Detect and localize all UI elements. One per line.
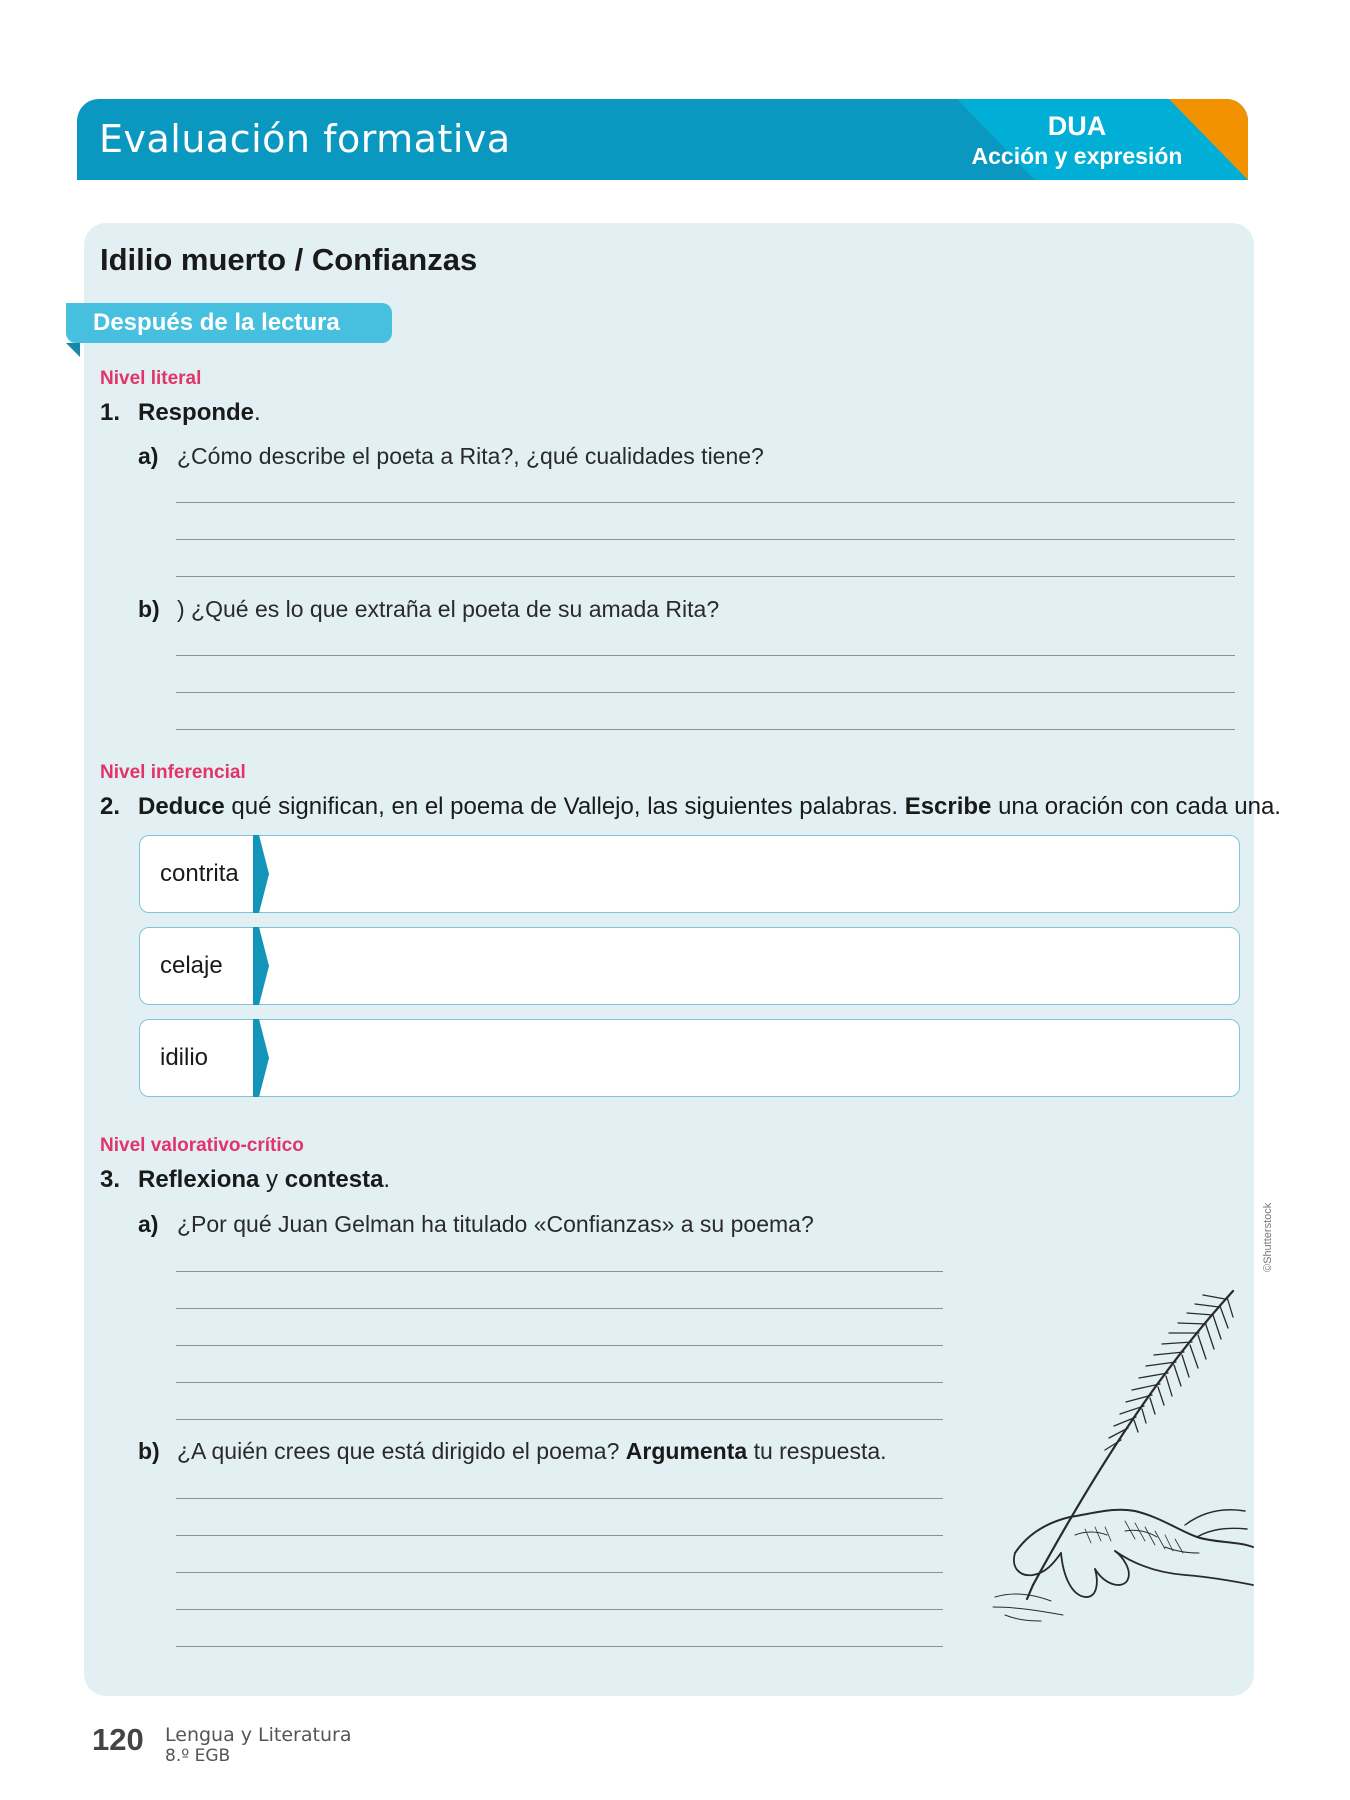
answer-line[interactable] [176, 729, 1235, 730]
question-1-end: . [254, 399, 261, 426]
image-credit: ©Shutterstock [1262, 1202, 1274, 1272]
question-3a [138, 1211, 814, 1238]
vocab-arrow-icon [251, 927, 271, 1005]
answer-line[interactable] [176, 502, 1235, 503]
level-inferencial: Nivel inferencial [100, 762, 246, 783]
dua-badge [877, 99, 1248, 180]
answer-line[interactable] [176, 576, 1235, 577]
answer-line[interactable] [176, 1382, 943, 1383]
question-3b [138, 1438, 887, 1465]
vocab-word: idilio [160, 1044, 209, 1071]
level-valorativo: Nivel valorativo-crítico [100, 1135, 304, 1156]
level-literal: Nivel literal [100, 368, 202, 389]
answer-line[interactable] [176, 1535, 943, 1536]
quill-hand-illustration [975, 1285, 1255, 1630]
question-2 [100, 793, 1281, 821]
question-3b-text-1: ¿A quién crees que está dirigido el poema? [177, 1438, 626, 1464]
dua-title: DUA [1047, 111, 1107, 141]
vocab-box-celaje[interactable] [139, 927, 1240, 1005]
question-3-verb-reflexiona: Reflexiona [138, 1166, 260, 1193]
activity-title: Idilio muerto / Confianzas [100, 242, 478, 277]
question-1 [100, 399, 261, 427]
vocab-box-contrita[interactable] [139, 835, 1240, 913]
question-3b-verb: Argumenta [625, 1438, 748, 1464]
header-banner [77, 99, 1248, 180]
question-1b [138, 596, 719, 623]
page-number: 120 [92, 1722, 144, 1757]
footer-grade: 8.º EGB [165, 1746, 231, 1766]
section-label: Después de la lectura [93, 309, 340, 336]
footer-subject: Lengua y Literatura [165, 1724, 352, 1746]
question-2-verb-deduce: Deduce [138, 793, 225, 820]
vocab-box-idilio[interactable] [139, 1019, 1240, 1097]
question-1b-text: ) ¿Qué es lo que extraña el poeta de su amada Rita? [177, 596, 720, 622]
vocab-arrow-icon [251, 1019, 271, 1097]
question-2-verb-escribe: Escribe [904, 793, 992, 820]
answer-line[interactable] [176, 1419, 943, 1420]
answer-line[interactable] [176, 1572, 943, 1573]
header-title: Evaluación formativa [99, 117, 511, 161]
answer-line[interactable] [176, 1271, 943, 1272]
question-3-mid: y [259, 1166, 285, 1193]
question-2-text-1: qué significan, en el poema de Vallejo, las siguientes palabras. [224, 793, 905, 820]
question-3b-letter: b) [138, 1438, 160, 1464]
answer-line[interactable] [176, 1498, 943, 1499]
answer-line[interactable] [176, 1609, 943, 1610]
answer-line[interactable] [176, 692, 1235, 693]
answer-line[interactable] [176, 539, 1235, 540]
question-1a [138, 443, 764, 470]
vocab-word: contrita [160, 860, 239, 887]
question-1a-text: ¿Cómo describe el poeta a Rita?, ¿qué cualidades tiene? [177, 443, 764, 469]
question-1a-letter: a) [138, 443, 159, 469]
vocab-arrow-icon [251, 835, 271, 913]
question-3 [100, 1166, 390, 1194]
section-ribbon-fold [66, 343, 80, 357]
question-3-number: 3. [100, 1166, 121, 1193]
answer-line[interactable] [176, 1646, 943, 1647]
dua-subtitle: Acción y expresión [971, 143, 1183, 169]
answer-line[interactable] [176, 1308, 943, 1309]
question-2-text-2: una oración con cada una. [991, 793, 1281, 820]
question-3-end: . [383, 1166, 391, 1193]
question-3b-text-2: tu respuesta. [747, 1438, 887, 1464]
answer-line[interactable] [176, 1345, 943, 1346]
question-3-verb-contesta: contesta [284, 1166, 384, 1193]
vocab-word: celaje [160, 952, 223, 979]
answer-line[interactable] [176, 655, 1235, 656]
question-1b-letter: b) [138, 596, 160, 622]
question-1-number: 1. [100, 399, 121, 426]
question-3a-letter: a) [138, 1211, 159, 1237]
question-1-verb: Responde [138, 399, 255, 426]
question-3a-text: ¿Por qué Juan Gelman ha titulado «Confianzas» a su poema? [177, 1211, 814, 1237]
question-2-number: 2. [100, 793, 121, 820]
